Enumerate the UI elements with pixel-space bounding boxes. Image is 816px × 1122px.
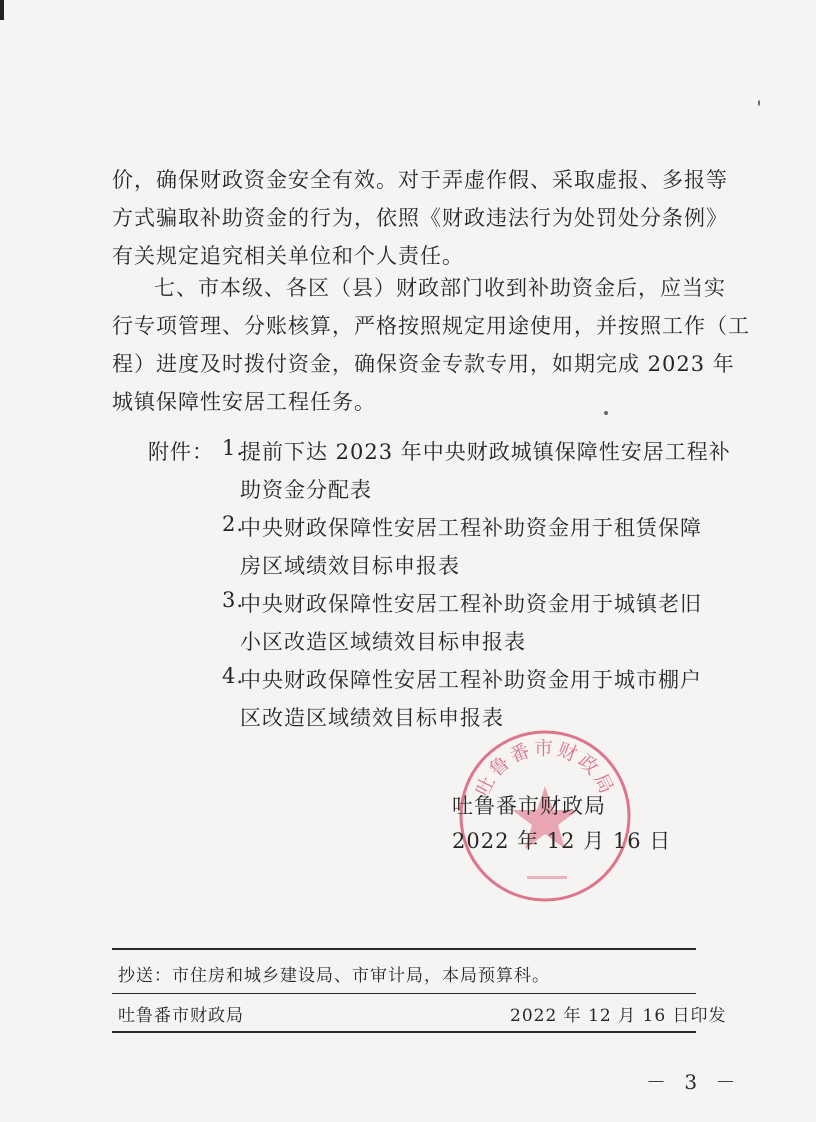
cc-line — [118, 961, 550, 986]
paragraph-line: 行专项管理、分账核算，严格按照规定用途使用，并按照工作（工 — [112, 314, 750, 338]
attachments-label: 附件： — [148, 440, 214, 464]
issuer: 吐鲁番市财政局 — [118, 1006, 244, 1026]
footer-rule-top — [112, 948, 696, 950]
cc-label: 抄送： — [118, 966, 172, 986]
footer-rule-bottom — [112, 1031, 696, 1033]
signature-date: 2022 年 12 月 16 日 — [452, 829, 672, 853]
paragraph-line: 七、市本级、各区（县）财政部门收到补助资金后，应当实 — [154, 276, 726, 300]
scan-corner-mark — [0, 0, 4, 20]
footer-rule-middle — [112, 993, 696, 994]
attachment-title-line: 中央财政保障性安居工程补助资金用于城镇老旧 — [240, 592, 702, 616]
seal-text: 吐鲁番市财政局 — [471, 737, 619, 800]
attachment-title-line: 提前下达 2023 年中央财政城镇保障性安居工程补 — [240, 440, 731, 464]
cc-recipients: 市住房和城乡建设局、市审计局，本局预算科。 — [172, 966, 550, 986]
attachment-title-line: 小区改造区域绩效目标申报表 — [240, 630, 526, 654]
scan-speck — [604, 411, 608, 415]
paragraph-line: 城镇保障性安居工程任务。 — [112, 390, 376, 414]
attachment-number: 4. — [222, 664, 245, 688]
paragraph-line: 程）进度及时拨付资金，确保资金专款专用，如期完成 2023 年 — [112, 352, 735, 376]
issue-date: 2022 年 12 月 16 日印发 — [510, 1006, 727, 1026]
paragraph-line: 有关规定追究相关单位和个人责任。 — [112, 244, 464, 268]
attachment-title-line: 中央财政保障性安居工程补助资金用于租赁保障 — [240, 516, 702, 540]
attachment-title-line: 房区域绩效目标申报表 — [240, 554, 460, 578]
scan-speck — [758, 100, 760, 106]
attachment-title-line: 中央财政保障性安居工程补助资金用于城市棚户 — [240, 668, 702, 692]
attachment-number: 2. — [222, 512, 245, 536]
page-number: － 3 － — [646, 1070, 742, 1094]
seal-serial-code — [527, 876, 567, 879]
signature-org: 吐鲁番市财政局 — [452, 794, 606, 818]
attachment-number: 3. — [222, 588, 245, 612]
attachment-number: 1. — [222, 436, 245, 460]
attachment-title-line: 区改造区域绩效目标申报表 — [240, 706, 504, 730]
attachment-title-line: 助资金分配表 — [240, 478, 372, 502]
paragraph-line: 方式骗取补助资金的行为，依照《财政违法行为处罚处分条例》 — [112, 206, 728, 230]
paragraph-line: 价，确保财政资金安全有效。对于弄虚作假、采取虚报、多报等 — [112, 168, 728, 192]
